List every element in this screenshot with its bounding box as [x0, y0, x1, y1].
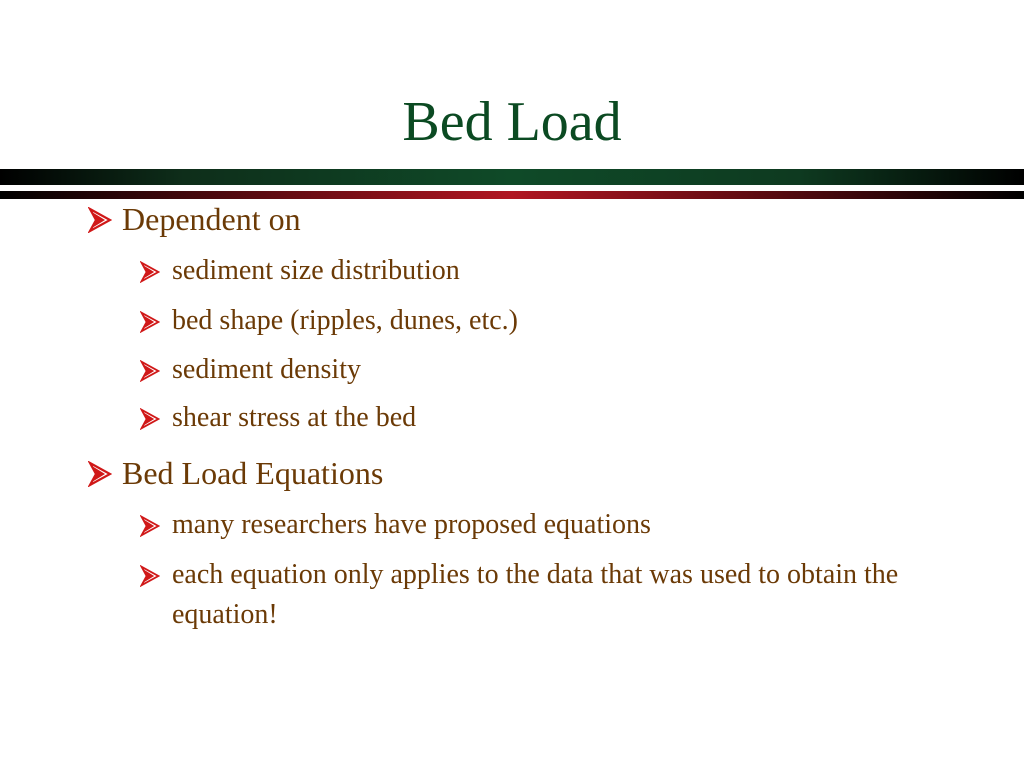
- sub-bullet-sediment-density: [140, 350, 940, 390]
- sub-bullet-text: sediment density: [172, 354, 361, 385]
- arrow-bullet-icon: [88, 453, 122, 493]
- bullet-text: Dependent on: [122, 201, 301, 237]
- arrow-bullet-icon: [140, 350, 172, 390]
- sub-bullet-text: many researchers have proposed equations: [172, 509, 651, 540]
- arrow-bullet-icon: [88, 199, 122, 239]
- arrow-bullet-icon: [140, 398, 172, 438]
- sub-bullet-shear-stress: [140, 398, 940, 438]
- bullet-bed-load-equations: [88, 453, 383, 493]
- arrow-bullet-icon: [140, 301, 172, 341]
- sub-bullet-text: each equation only applies to the data that was used to obtain the equation!: [172, 559, 899, 630]
- slide-title: Bed Load: [402, 91, 622, 153]
- sub-bullet-each-equation: [140, 555, 940, 635]
- sub-bullet-text: sediment size distribution: [172, 255, 460, 286]
- bullet-dependent-on: [88, 199, 301, 239]
- arrow-bullet-icon: [140, 555, 172, 595]
- arrow-bullet-icon: [140, 505, 172, 545]
- sub-bullet-size-distribution: [140, 251, 940, 291]
- sub-bullet-text: shear stress at the bed: [172, 402, 417, 433]
- sub-bullet-bed-shape: [140, 301, 940, 341]
- sub-bullet-researchers: [140, 505, 940, 545]
- bullet-text: Bed Load Equations: [122, 455, 384, 491]
- arrow-bullet-icon: [140, 251, 172, 291]
- sub-bullet-text: bed shape (ripples, dunes, etc.): [172, 305, 518, 336]
